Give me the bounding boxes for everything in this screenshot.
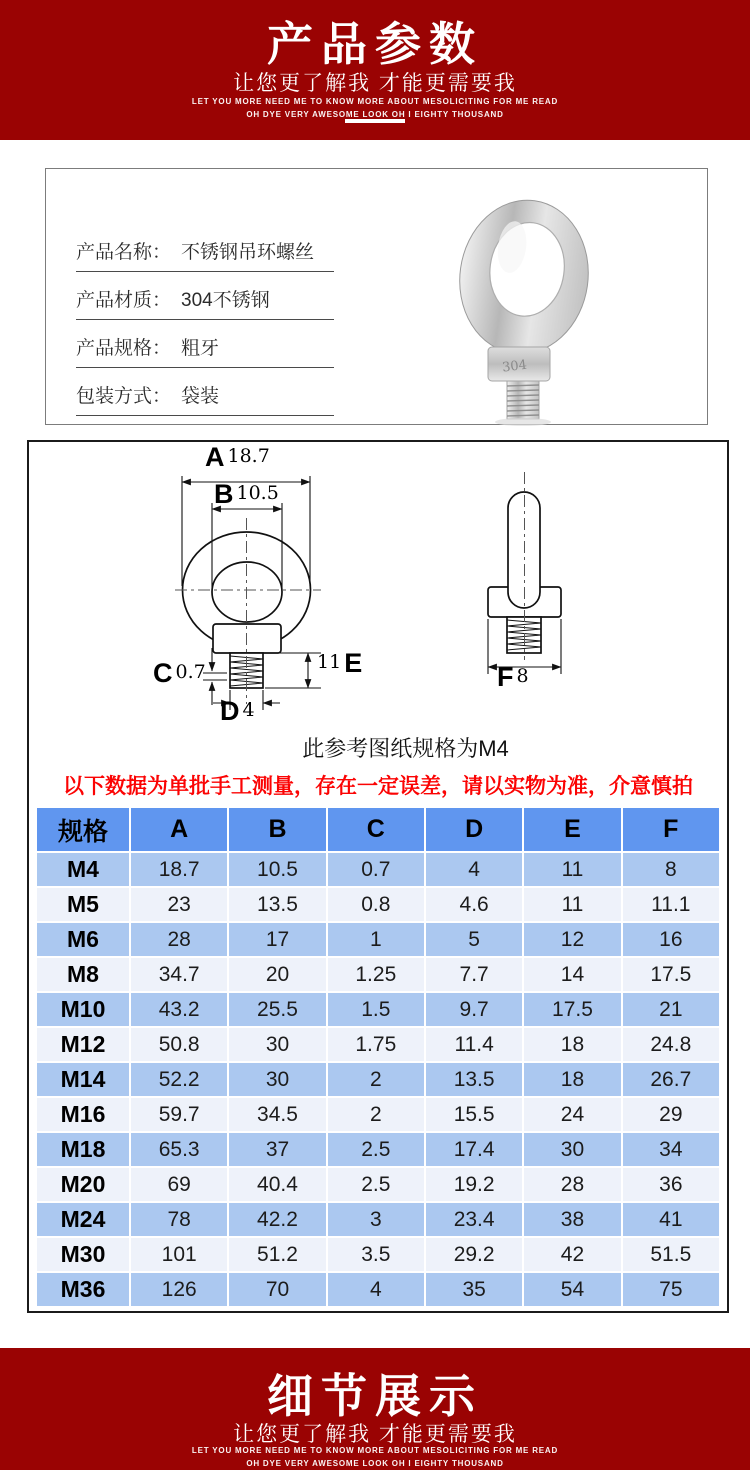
value-cell: 51.5 [622,1237,720,1272]
product-info-list [76,237,336,429]
value-cell: 21 [622,992,720,1027]
value-cell: 14 [523,957,621,992]
value-cell: 3 [327,1202,425,1237]
value-cell: 54 [523,1272,621,1307]
dim-value: 11 [317,651,342,673]
value-cell: 18.7 [130,852,228,887]
value-cell: 1.25 [327,957,425,992]
spec-cell: M16 [36,1097,130,1132]
value-cell: 17.4 [425,1132,523,1167]
page-title: 产品参数 [267,18,483,70]
value-cell: 13.5 [228,887,326,922]
value-cell: 101 [130,1237,228,1272]
value-cell: 24 [523,1097,621,1132]
eye-ring [450,192,598,362]
value-cell: 17.5 [622,957,720,992]
value-cell: 35 [425,1272,523,1307]
value-cell: 13.5 [425,1062,523,1097]
value-cell: 0.8 [327,887,425,922]
dimension-label-c [153,658,206,689]
footer-title: 细节展示 [267,1370,483,1422]
value-cell: 4.6 [425,887,523,922]
header-cell: B [228,807,326,852]
spec-cell: M4 [36,852,130,887]
spec-table [35,806,721,1308]
dim-letter: D [220,696,240,726]
value-cell: 1.5 [327,992,425,1027]
table-row [36,887,720,922]
product-photo [436,189,621,429]
drawing-caption: 此参考图纸规格为M4 [302,736,509,761]
product-info-row [76,333,334,368]
value-cell: 10.5 [228,852,326,887]
spec-cell: M6 [36,922,130,957]
value-cell: 17 [228,922,326,957]
product-info-box [45,168,708,425]
product-info-row [76,237,334,272]
value-cell: 25.5 [228,992,326,1027]
spec-cell: M12 [36,1027,130,1062]
table-row [36,922,720,957]
footer-subtitle: 让您更了解我 才能更需要我 [233,1423,517,1446]
value-cell: 37 [228,1132,326,1167]
footer-caption-line2: OH DYE VERY AWESOME LOOK OH I EIGHTY THOUSAND [246,1459,504,1469]
technical-drawing [29,442,727,764]
header-band [0,0,750,140]
spec-box [27,440,729,1313]
table-row [36,1272,720,1307]
value-cell: 2 [327,1062,425,1097]
table-row [36,1167,720,1202]
value-cell: 1.75 [327,1027,425,1062]
spec-cell: M14 [36,1062,130,1097]
spec-cell: M8 [36,957,130,992]
header-subtitle: 让您更了解我 才能更需要我 [233,72,517,95]
spec-cell: M36 [36,1272,130,1307]
photo-shadow [495,418,551,426]
header-cell: F [622,807,720,852]
value-cell: 7.7 [425,957,523,992]
value-cell: 30 [228,1027,326,1062]
boss-stamp: 304 [501,357,528,376]
dim-value: 8 [516,665,529,687]
spec-cell: M20 [36,1167,130,1202]
value-cell: 78 [130,1202,228,1237]
value-cell: 75 [622,1272,720,1307]
info-label: 产品材质： [76,290,172,311]
value-cell: 20 [228,957,326,992]
value-cell: 1 [327,922,425,957]
dimension-label-e [317,648,362,679]
table-row [36,992,720,1027]
value-cell: 23.4 [425,1202,523,1237]
spec-cell: M5 [36,887,130,922]
dim-value: 18.7 [227,445,270,467]
spec-table-body [36,852,720,1307]
value-cell: 2 [327,1097,425,1132]
value-cell: 11.4 [425,1027,523,1062]
dim-value: 0.7 [175,661,206,683]
value-cell: 42 [523,1237,621,1272]
value-cell: 5 [425,922,523,957]
spec-cell: M24 [36,1202,130,1237]
dim-letter: C [153,658,173,688]
value-cell: 43.2 [130,992,228,1027]
value-cell: 24.8 [622,1027,720,1062]
measurement-notice: 以下数据为单批手工测量，存在一定误差，请以实物为准，介意慎拍 [63,775,693,798]
value-cell: 30 [523,1132,621,1167]
footer-caption-line1: LET YOU MORE NEED ME TO KNOW MORE ABOUT MESOLICITING FOR ME READ [191,1446,559,1455]
value-cell: 42.2 [228,1202,326,1237]
value-cell: 11 [523,852,621,887]
header-cell: E [523,807,621,852]
dim-value: 4 [242,699,255,721]
info-label: 产品规格： [76,338,172,359]
spec-table-head-row [36,807,720,852]
header-cell: A [130,807,228,852]
value-cell: 28 [130,922,228,957]
spec-cell: M10 [36,992,130,1027]
table-row [36,1132,720,1167]
value-cell: 28 [523,1167,621,1202]
product-info-row [76,285,334,320]
product-info-row [76,381,334,416]
header-cell: D [425,807,523,852]
info-value: 304不锈钢 [181,290,270,311]
header-english-caption [0,95,750,121]
header-cell: C [327,807,425,852]
value-cell: 11 [523,887,621,922]
header-divider-bar [345,119,405,123]
value-cell: 59.7 [130,1097,228,1132]
value-cell: 4 [327,1272,425,1307]
value-cell: 41 [622,1202,720,1237]
info-label: 产品名称： [76,242,172,263]
dimension-label-b [214,479,279,510]
dim-letter: F [497,662,514,692]
value-cell: 15.5 [425,1097,523,1132]
value-cell: 36 [622,1167,720,1202]
table-row [36,1062,720,1097]
value-cell: 70 [228,1272,326,1307]
value-cell: 29.2 [425,1237,523,1272]
value-cell: 12 [523,922,621,957]
value-cell: 26.7 [622,1062,720,1097]
info-value: 粗牙 [181,338,220,359]
info-value: 袋装 [181,386,220,407]
value-cell: 40.4 [228,1167,326,1202]
dim-letter: B [214,479,234,509]
header-cell: 规格 [36,807,130,852]
value-cell: 9.7 [425,992,523,1027]
value-cell: 30 [228,1062,326,1097]
value-cell: 50.8 [130,1027,228,1062]
value-cell: 126 [130,1272,228,1307]
dimension-label-f [497,662,529,693]
value-cell: 4 [425,852,523,887]
table-row [36,1202,720,1237]
value-cell: 2.5 [327,1132,425,1167]
value-cell: 18 [523,1062,621,1097]
value-cell: 3.5 [327,1237,425,1272]
dim-letter: E [344,648,363,678]
table-row [36,1027,720,1062]
value-cell: 51.2 [228,1237,326,1272]
dimension-label-d [220,696,255,727]
value-cell: 11.1 [622,887,720,922]
value-cell: 0.7 [327,852,425,887]
spec-cell: M18 [36,1132,130,1167]
value-cell: 23 [130,887,228,922]
value-cell: 18 [523,1027,621,1062]
value-cell: 8 [622,852,720,887]
footer-band [0,1348,750,1470]
spec-cell: M30 [36,1237,130,1272]
value-cell: 52.2 [130,1062,228,1097]
value-cell: 69 [130,1167,228,1202]
value-cell: 34.7 [130,957,228,992]
value-cell: 19.2 [425,1167,523,1202]
dimension-label-a [205,442,270,473]
header-caption-line1: LET YOU MORE NEED ME TO KNOW MORE ABOUT MESOLICITING FOR ME READ [191,97,559,106]
table-row [36,957,720,992]
info-label: 包装方式： [76,386,172,407]
dim-letter: A [205,442,225,472]
value-cell: 2.5 [327,1167,425,1202]
header-caption-line2: OH DYE VERY AWESOME LOOK OH I EIGHTY THOUSAND [246,110,504,120]
table-row [36,852,720,887]
dim-value: 10.5 [236,482,279,504]
table-row [36,1097,720,1132]
info-value: 不锈钢吊环螺丝 [181,242,315,263]
table-row [36,1237,720,1272]
footer-english-caption [0,1444,750,1470]
bolt-stud [507,381,539,419]
value-cell: 38 [523,1202,621,1237]
value-cell: 29 [622,1097,720,1132]
value-cell: 16 [622,922,720,957]
value-cell: 65.3 [130,1132,228,1167]
value-cell: 17.5 [523,992,621,1027]
value-cell: 34 [622,1132,720,1167]
value-cell: 34.5 [228,1097,326,1132]
